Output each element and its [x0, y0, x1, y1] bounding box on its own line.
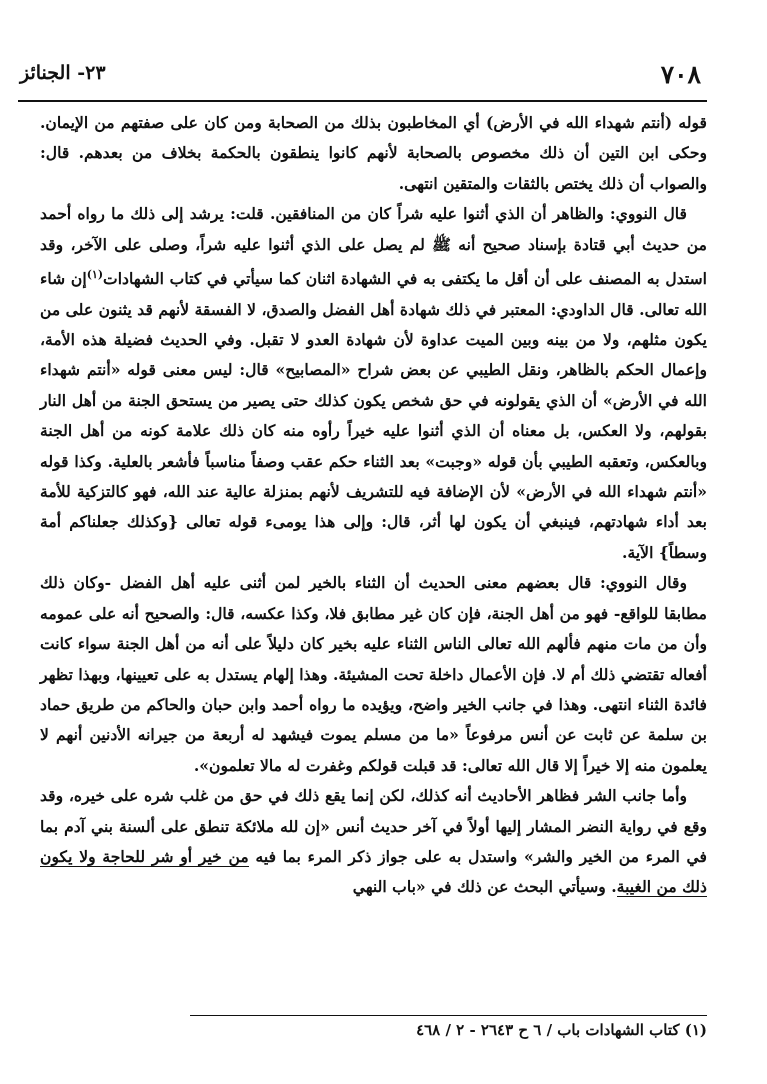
paragraph-4: [40, 781, 707, 903]
running-title: ٢٣- الجنائز: [20, 62, 106, 84]
paragraph-3: [40, 568, 707, 781]
footnote-marker[interactable]: (١): [86, 268, 104, 282]
paragraph-text: وأما جانب الشر فظاهر الأحاديث أنه كذلك، لكن إنما يقع ذلك في حق من غلب شره على خيره، وقد وقع في رواية النضر المشار إليها أولاً في آخر حديث أنس «إن لله ملائكة تنطق على ألسنة بني آدم بما في المرء من الخير والشر» واستدل به على جواز ذكر المرء بما فيه: [40, 786, 707, 866]
paragraph-lead: قوله: [678, 113, 707, 132]
header-rule: [18, 100, 707, 102]
page-header: [20, 58, 701, 98]
main-text: [40, 108, 707, 903]
paragraph-text: (أنتم شهداء الله في الأرض) أي المخاطبون بذلك من الصحابة ومن كان على صفتهم من الإيمان. وحكى ابن التين أن ذلك مخصوص بالصحابة لأنهم كانوا ينطقون بالحكمة بخلاف من بعدهم. قال: والصواب أن ذلك يختص بالثقات والمتقين انتهى.: [40, 113, 707, 193]
paragraph-text: قال النووي: والظاهر أن الذي أثنوا عليه شراً كان من المنافقين. قلت: يرشد إلى ذلك ما رواه أحمد من حديث أبي قتادة بإسناد صحيح أنه ﷺ لم يصل على الذي أثنوا عليه شراً، وصلى على الآخر، وقد استدل به المصنف على أن أقل ما يكتفى به في الشهادة اثنان كما سيأتي في كتاب الشهادات: [40, 204, 707, 289]
paragraph-1: [40, 108, 707, 199]
underlined-phrase: من خير أو شر للحاجة ولا يكون ذلك من الغيبة: [40, 846, 707, 897]
paragraph-2: [40, 199, 707, 568]
footnote: (١) كتاب الشهادات باب / ٦ ح ٢٦٤٣ - ٢ / ٤٦٨: [416, 1021, 707, 1039]
paragraph-text: إن شاء الله تعالى. قال الداودي: المعتبر في ذلك شهادة أهل الفضل والصدق، لا الفسقة لأنهم قد يثنون على من يكون مثلهم، ولا من بينه وبين الميت عداوة لأن شهادة العدو لا تقبل. وفي الحديث فضيلة هذه الأمة، وإعمال الحكم بالظاهر، ونقل الطيبي عن بعض شراح «المصابيح» قال: ليس معنى قوله «أنتم شهداء الله في الأرض» أن الذي يقولونه في حق شخص يكون كذلك حتى يصير من يستحق الجنة من أهل النار بقولهم، ولا العكس، بل معناه أن الذي أثنوا عليه خيراً رأوه منه كان ذلك علامة كونه من أهل الجنة وبالعكس، وتعقبه الطيبي بأن قوله «وجبت» بعد الثناء حكم عقب وصفاً مناسباً فأشعر بالعلية. وكذا قوله «أنتم شهداء الله في الأرض» لأن الإضافة فيه للتشريف لأنهم بمنزلة عالية عند الله، فهو كالتزكية للأمة بعد أداء شهادتهم، فينبغي أن يكون لها أثر، قال: وإلى هذا يومىء قوله تعالى {وكذلك جعلناكم أمة وسطاً} الآية.: [40, 269, 707, 562]
paragraph-text: . وسيأتي البحث عن ذلك في «باب النهي: [352, 877, 617, 897]
page-number: ٧٠٨: [660, 60, 701, 89]
paragraph-text: وقال النووي: قال بعضهم معنى الحديث أن الثناء بالخير لمن أثنى عليه أهل الفضل -وكان ذلك مطابقا للواقع- فهو من أهل الجنة، فإن كان غير مطابق فلا، وكذا عكسه، قال: والصحيح أنه على عمومه وأن من مات منهم فألهم الله تعالى الناس الثناء عليه بخير كان دليلاً على أنه من أهل الجنة سواء كانت أفعاله تقتضي ذلك أم لا. فإن الأعمال داخلة تحت المشيئة. وهذا إلهام يستدل به على تعيينها، وبهذا تظهر فائدة الثناء انتهى. وهذا في جانب الخير واضح، ويؤيده ما رواه أحمد وابن حبان والحاكم من طريق حماد بن سلمة عن ثابت عن أنس مرفوعاً «ما من مسلم يموت فيشهد له أربعة من جيرانه الأدنين أنهم لا يعلمون منه إلا خيراً إلا قال الله تعالى: قد قبلت قولكم وغفرت له مالا تعلمون».: [40, 573, 707, 775]
